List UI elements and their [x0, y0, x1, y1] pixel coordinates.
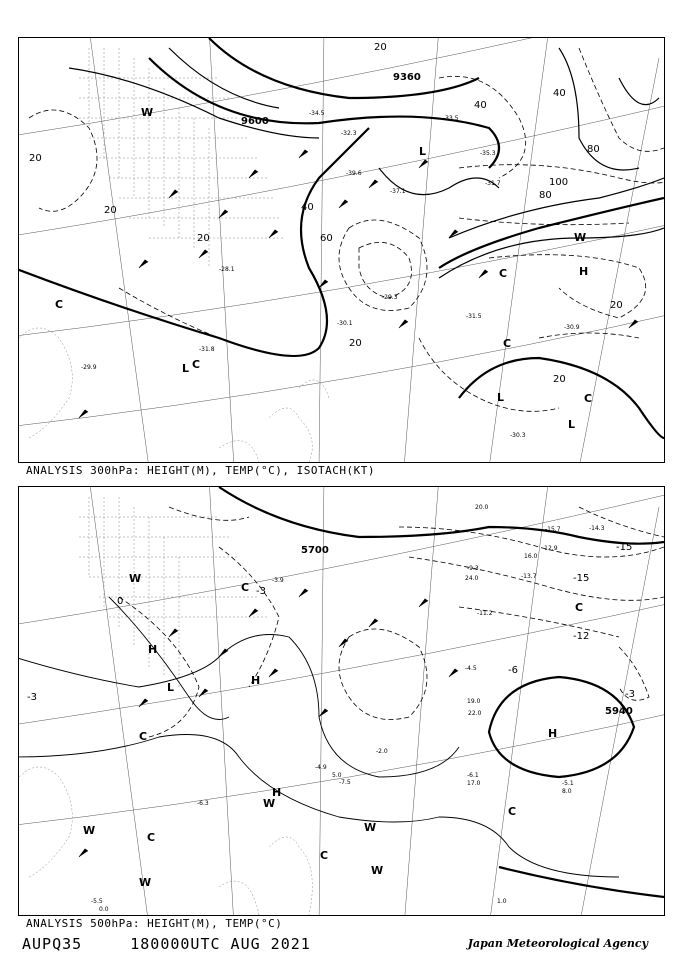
- lower-center-symbol: H: [548, 727, 558, 740]
- upper-center-symbol: W: [574, 231, 587, 244]
- lower-station-dewpoint: 1.0: [497, 898, 507, 905]
- lower-coastlines: [19, 497, 312, 915]
- upper-center-symbol: C: [499, 267, 508, 280]
- lower-station-dewpoint: 0.0: [99, 906, 109, 913]
- upper-station-temp: -37.1: [390, 188, 406, 195]
- upper-isotach-label: 20: [610, 300, 623, 311]
- lower-station-temp: -5.1: [562, 780, 574, 787]
- upper-station-temp: -32.3: [341, 130, 357, 137]
- lower-isotherms: [119, 507, 664, 737]
- lower-center-symbol: C: [320, 849, 329, 862]
- lower-center-symbol: H: [272, 786, 282, 799]
- lower-height-contours: [219, 487, 664, 897]
- lower-station-dewpoint: 20.0: [475, 504, 489, 511]
- upper-center-symbol: C: [584, 392, 593, 405]
- upper-chart-map: [19, 38, 664, 462]
- upper-station-temp: -31.7: [485, 180, 501, 187]
- upper-isotach-label: 20: [197, 233, 210, 244]
- upper-isotach-label: 80: [587, 144, 600, 155]
- upper-isotach-label: 40: [474, 100, 487, 111]
- lower-height-label: 5700: [301, 545, 329, 556]
- upper-station-temp: -30.1: [337, 320, 353, 327]
- upper-station-temp: -30.9: [564, 324, 580, 331]
- upper-station-temp: -29.9: [81, 364, 97, 371]
- lower-station-temp: -11.2: [477, 610, 493, 617]
- upper-isotach-label: 40: [553, 88, 566, 99]
- lower-center-symbol: H: [251, 674, 261, 687]
- upper-isotach-label: 20: [374, 42, 387, 53]
- upper-station-temp: -39.6: [346, 170, 362, 177]
- upper-center-symbol: L: [419, 145, 427, 158]
- upper-isotach-label: 40: [301, 202, 314, 213]
- upper-isotach-label: 80: [539, 190, 552, 201]
- lower-center-symbol: W: [364, 821, 377, 834]
- lower-station-temp: -13.7: [521, 573, 537, 580]
- upper-isotach-label: 20: [29, 153, 42, 164]
- lower-center-symbol: C: [241, 581, 250, 594]
- upper-station-temp: -28.1: [219, 266, 235, 273]
- lower-center-symbol: W: [129, 572, 142, 585]
- upper-isotherms: [29, 48, 664, 411]
- lower-station-values: [91, 504, 605, 913]
- lower-isotherm-label: -3: [256, 586, 266, 597]
- upper-center-symbol: L: [182, 362, 190, 375]
- agency-name: Japan Meteorological Agency: [467, 937, 648, 950]
- lower-center-symbol: L: [167, 681, 175, 694]
- chart-footer: [22, 935, 311, 953]
- lower-station-temp: -6.1: [467, 772, 479, 779]
- lower-station-temp: -2.0: [376, 748, 388, 755]
- upper-height-label: 9600: [241, 116, 269, 127]
- lower-center-symbol: W: [371, 864, 384, 877]
- upper-station-temp: -35.3: [480, 150, 496, 157]
- upper-center-symbol: C: [55, 298, 64, 311]
- lower-isotherm-label: -15: [616, 542, 633, 553]
- lower-center-symbol: W: [263, 797, 276, 810]
- lower-station-temp: -7.5: [339, 779, 351, 786]
- lower-wind-barbs: [79, 589, 458, 857]
- upper-center-symbol: W: [141, 106, 154, 119]
- lower-chart-500hpa: [18, 486, 665, 916]
- lower-center-symbol: C: [508, 805, 517, 818]
- upper-height-label: 9360: [393, 72, 421, 83]
- lower-graticule: [19, 487, 664, 915]
- chart-code: AUPQ35: [22, 935, 83, 953]
- upper-isotach-label: 100: [549, 177, 569, 188]
- lower-isotherm-label: -3: [27, 692, 37, 703]
- lower-station-dewpoint: 19.0: [467, 698, 481, 705]
- lower-station-dewpoint: 17.0: [467, 780, 481, 787]
- lower-station-dewpoint: 8.0: [562, 788, 572, 795]
- upper-coastlines: [19, 48, 329, 462]
- upper-center-symbol: H: [579, 265, 589, 278]
- upper-station-temp: -34.5: [309, 110, 325, 117]
- lower-station-temp: -14.3: [589, 525, 605, 532]
- upper-isotach-label: 20: [349, 338, 362, 349]
- upper-chart-caption: ANALYSIS 300hPa: HEIGHT(M), TEMP(°C), ISOTACH(KT): [26, 464, 376, 477]
- upper-chart-300hpa: [18, 37, 665, 463]
- lower-center-symbol: W: [83, 824, 96, 837]
- lower-station-temp: -9.3: [467, 565, 479, 572]
- lower-center-symbol: W: [139, 876, 152, 889]
- lower-isotherm-label: -3: [625, 689, 635, 700]
- lower-station-dewpoint: 16.0: [524, 553, 538, 560]
- lower-center-symbol: H: [148, 643, 158, 656]
- upper-center-symbol: L: [568, 418, 576, 431]
- lower-station-dewpoint: 22.0: [468, 710, 482, 717]
- lower-isotherm-label: -6: [508, 665, 518, 676]
- lower-isotherm-label: 0: [117, 596, 124, 607]
- lower-center-symbol: C: [147, 831, 156, 844]
- lower-station-temp: -6.3: [197, 800, 209, 807]
- lower-station-temp: -3.9: [272, 577, 284, 584]
- lower-center-symbol: C: [139, 730, 148, 743]
- upper-station-temp: -29.3: [382, 294, 398, 301]
- upper-center-symbol: C: [503, 337, 512, 350]
- upper-graticule: [19, 38, 664, 462]
- upper-isotach-label: 60: [320, 233, 333, 244]
- lower-station-dewpoint: 24.0: [465, 575, 479, 582]
- lower-station-dewpoint: 5.0: [332, 772, 342, 779]
- lower-thin-contours: [19, 597, 619, 877]
- upper-height-labels: [241, 72, 421, 127]
- lower-center-symbol: C: [575, 601, 584, 614]
- lower-station-temp: -12.9: [542, 545, 558, 552]
- lower-height-label: 5940: [605, 706, 633, 717]
- upper-station-temp: -30.3: [510, 432, 526, 439]
- lower-station-temp: -15.7: [545, 526, 561, 533]
- lower-isotherm-label: -15: [573, 573, 590, 584]
- upper-station-temp: -33.5: [443, 115, 459, 122]
- lower-station-temp: -4.5: [465, 665, 477, 672]
- lower-isotherm-label: -12: [573, 631, 590, 642]
- lower-pressure-centers: [83, 572, 583, 889]
- upper-station-temp: -31.5: [466, 313, 482, 320]
- upper-isotach-label: 20: [104, 205, 117, 216]
- upper-center-symbol: L: [497, 391, 505, 404]
- chart-datetime: 180000UTC AUG 2021: [130, 935, 311, 953]
- upper-station-temp: -31.8: [199, 346, 215, 353]
- lower-station-temp: -5.5: [91, 898, 103, 905]
- lower-chart-caption: ANALYSIS 500hPa: HEIGHT(M), TEMP(°C): [26, 917, 283, 930]
- lower-station-temp: -4.9: [315, 764, 327, 771]
- upper-center-symbol: C: [192, 358, 201, 371]
- lower-chart-map: [19, 487, 664, 915]
- upper-isotach-label: 20: [553, 374, 566, 385]
